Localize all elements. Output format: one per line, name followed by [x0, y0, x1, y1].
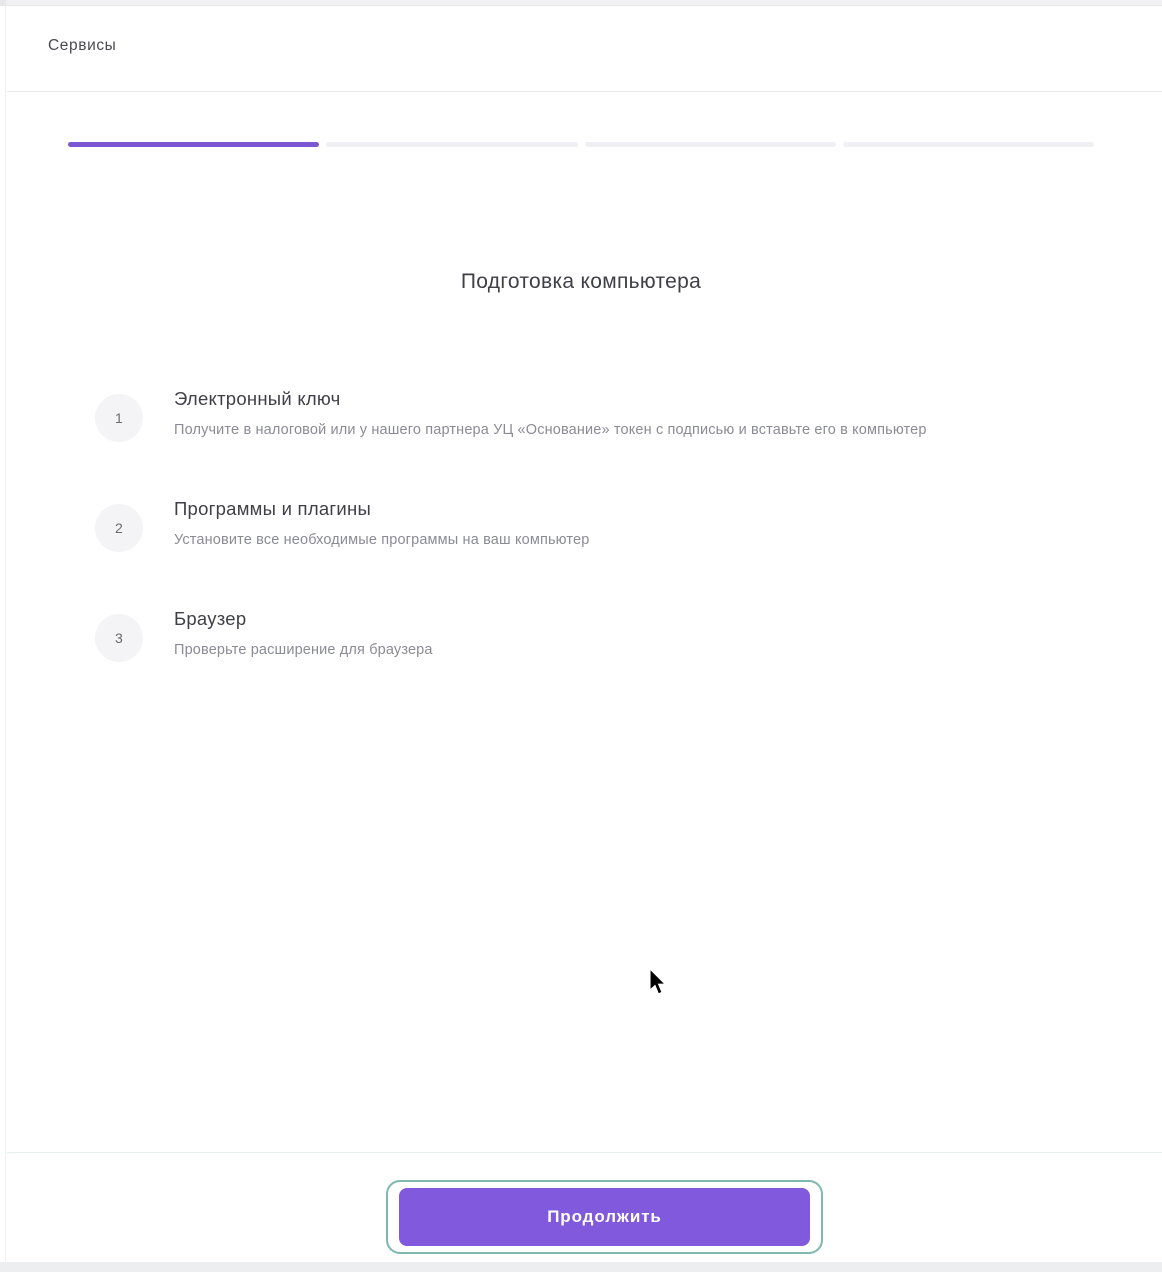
steps-list	[95, 388, 1045, 718]
progress-segment-2	[326, 142, 577, 147]
progress-segment-3	[585, 142, 836, 147]
step-title: Браузер	[174, 608, 247, 629]
step-description: Получите в налоговой или у нашего партнера УЦ «Основание» токен с подписью и вставьте его в компьютер	[174, 422, 927, 438]
page-heading: Подготовка компьютера	[460, 270, 702, 293]
step-number-badge: 2	[95, 504, 143, 552]
list-item	[95, 498, 1045, 570]
app-header	[7, 6, 1162, 92]
progress-segment-1	[68, 142, 319, 147]
step-description: Проверьте расширение для браузера	[174, 642, 433, 658]
page-left-edge	[0, 6, 6, 1266]
step-number-badge: 3	[95, 614, 143, 662]
step-description: Установите все необходимые программы на ваш компьютер	[174, 532, 590, 548]
progress-segment-4	[843, 142, 1094, 147]
mouse-cursor	[648, 968, 668, 998]
page-title-services: Сервисы	[48, 37, 117, 54]
list-item	[95, 608, 1045, 680]
step-title: Электронный ключ	[174, 388, 341, 409]
progress-stepper	[68, 142, 1094, 147]
step-number-badge: 1	[95, 394, 143, 442]
step-title: Программы и плагины	[174, 498, 371, 519]
window-bottom-chrome	[0, 1262, 1162, 1272]
list-item	[95, 388, 1045, 460]
continue-button[interactable]: Продолжить	[399, 1188, 810, 1246]
window-top-chrome-inner	[6, 0, 1162, 5]
